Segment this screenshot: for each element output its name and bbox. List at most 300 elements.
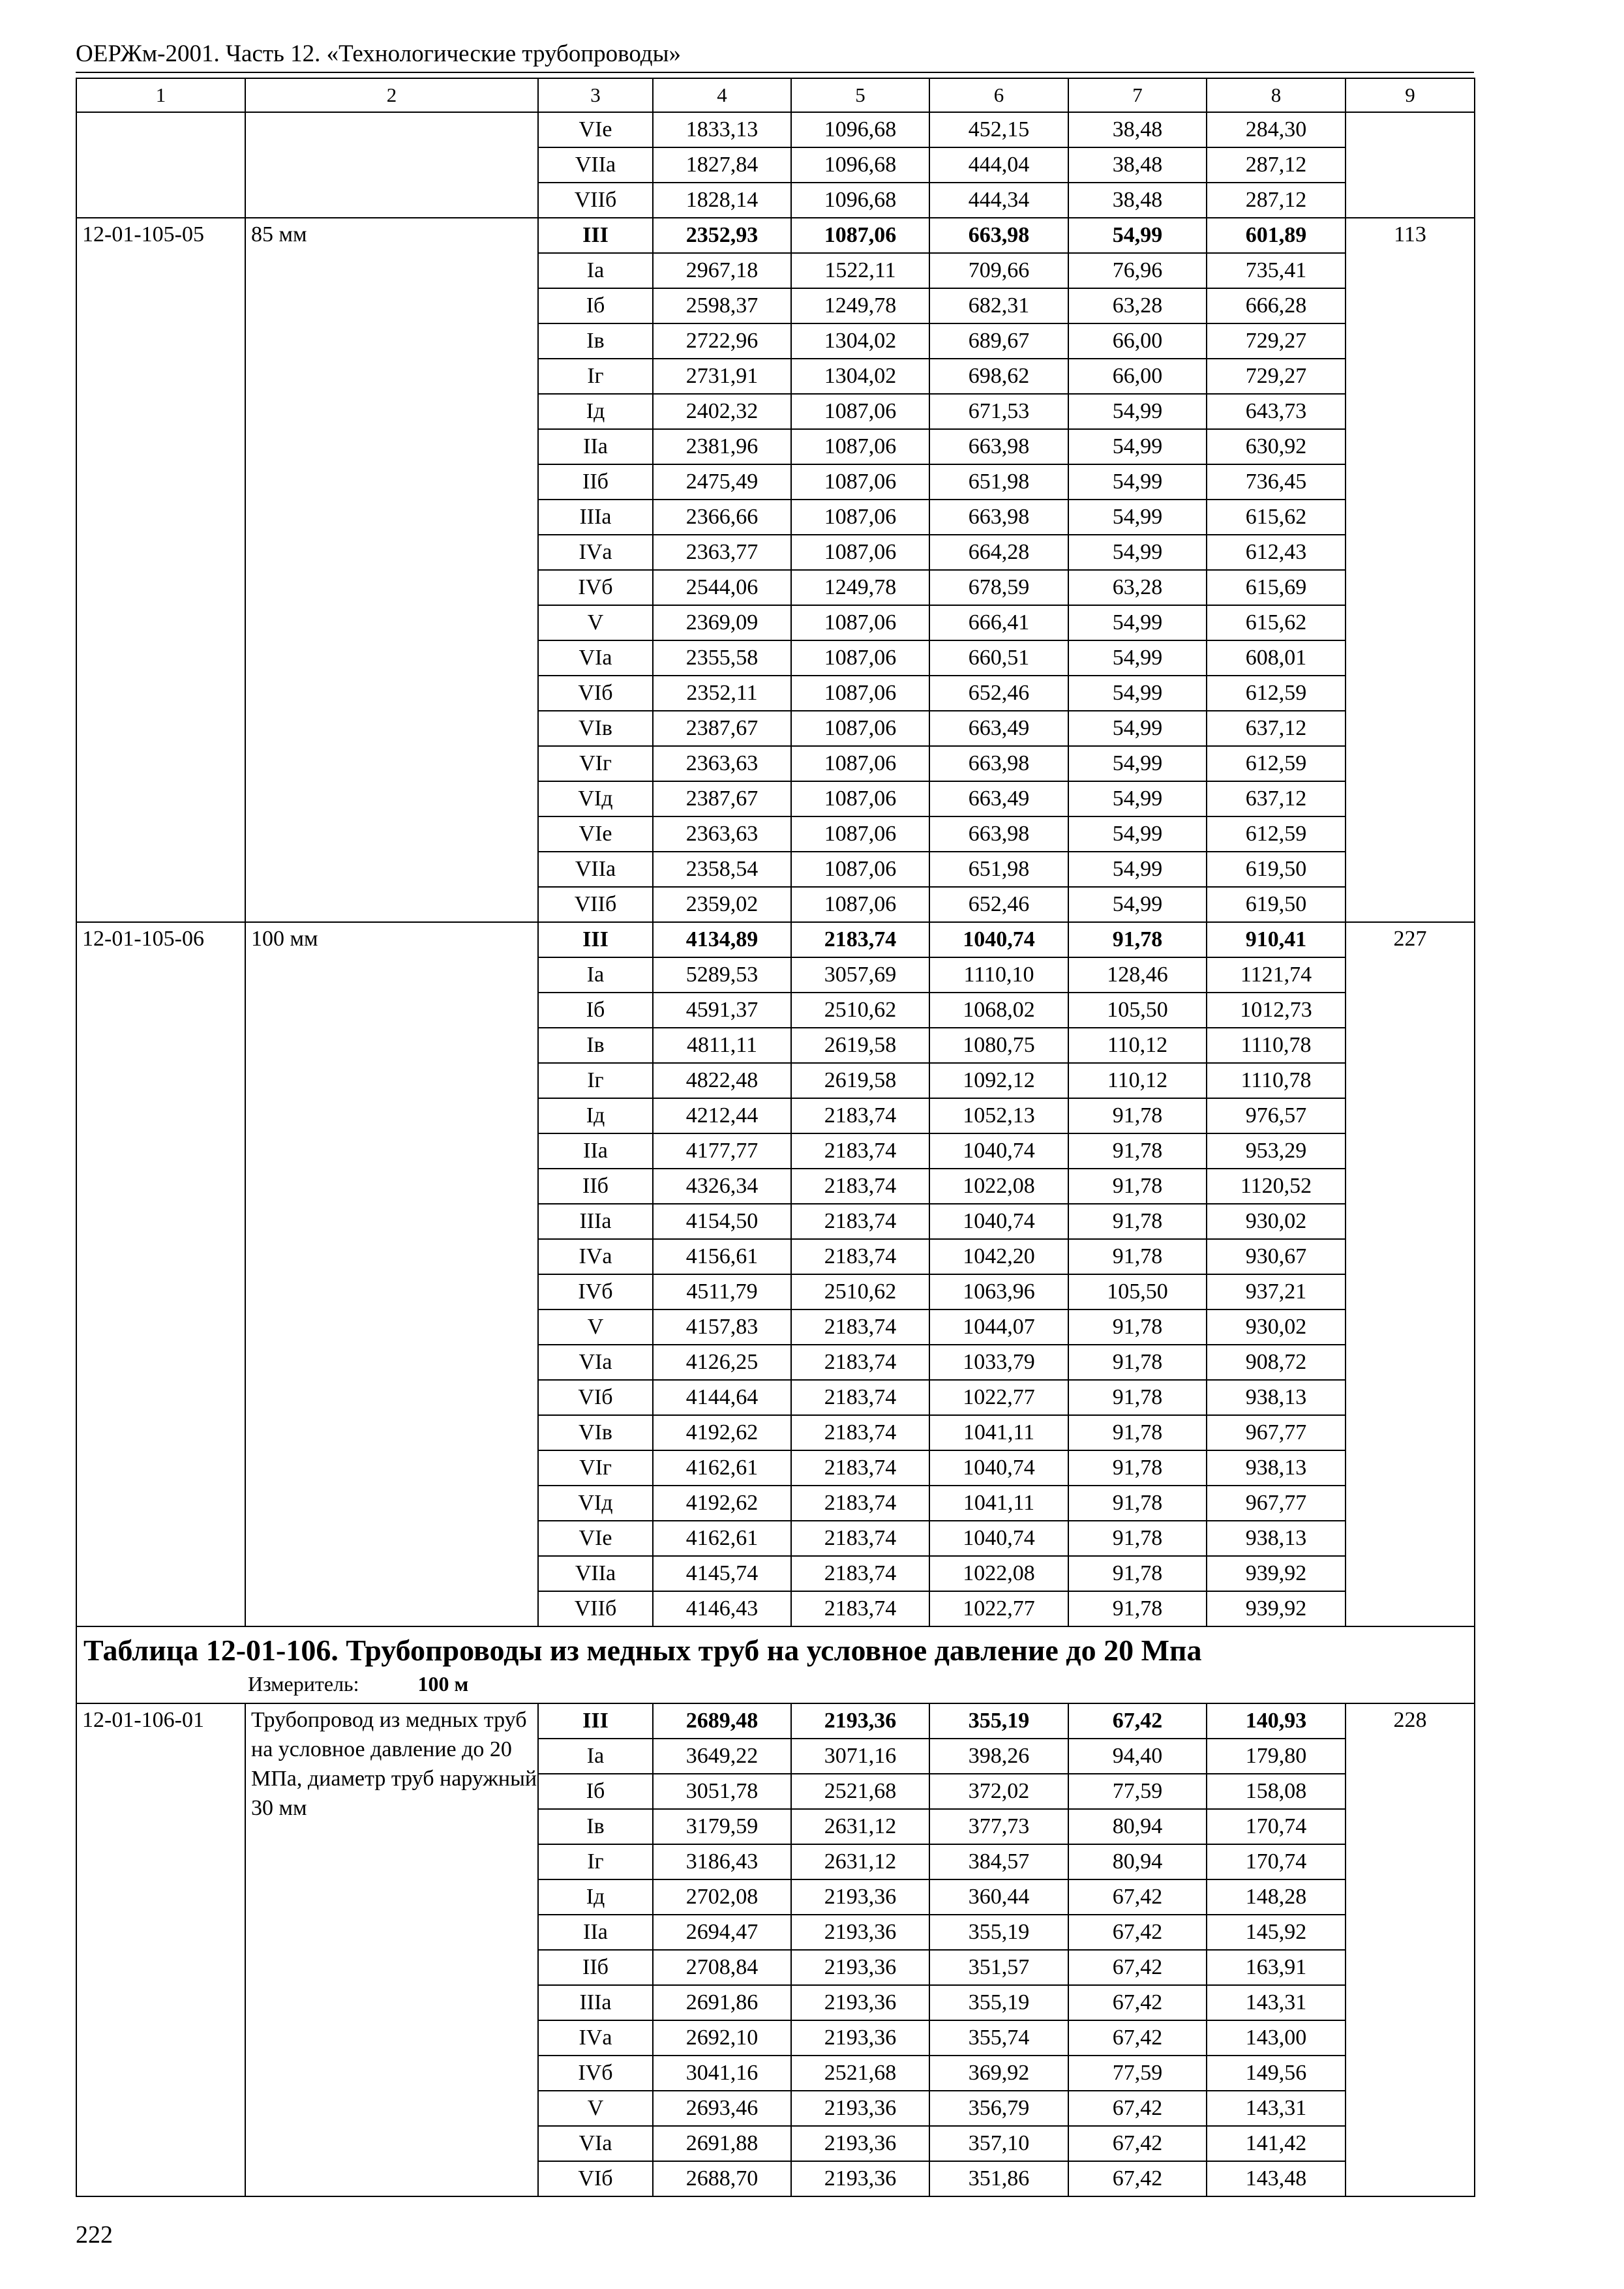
cell-machinist-wages: 110,12 <box>1068 1028 1207 1063</box>
cell-machine-costs: 1110,10 <box>929 957 1068 993</box>
cell-materials: 615,69 <box>1207 570 1346 605</box>
cell-region-code: III <box>538 1703 653 1739</box>
cell-materials: 148,28 <box>1207 1879 1346 1915</box>
cell-materials: 1120,52 <box>1207 1169 1346 1204</box>
cell-region-code: VIIб <box>538 887 653 922</box>
cell-region-code: VIг <box>538 746 653 781</box>
cell-direct-costs: 1827,84 <box>653 147 791 183</box>
cell-direct-costs: 2598,37 <box>653 288 791 323</box>
cell-region-code: VIIа <box>538 1556 653 1591</box>
cell-direct-costs: 2352,11 <box>653 676 791 711</box>
cell-labor-wages: 1304,02 <box>791 323 929 359</box>
cell-machine-costs: 664,28 <box>929 535 1068 570</box>
cell-machinist-wages: 54,99 <box>1068 746 1207 781</box>
cell-direct-costs: 4511,79 <box>653 1274 791 1309</box>
cell-labor-wages: 2183,74 <box>791 1380 929 1415</box>
cell-machinist-wages: 91,78 <box>1068 922 1207 957</box>
cell-machinist-wages: 67,42 <box>1068 2091 1207 2126</box>
cell-machinist-wages: 66,00 <box>1068 359 1207 394</box>
cell-machine-costs: 355,19 <box>929 1985 1068 2020</box>
cell-materials: 937,21 <box>1207 1274 1346 1309</box>
cell-labor-wages: 1087,06 <box>791 746 929 781</box>
cell-machine-costs: 384,57 <box>929 1844 1068 1879</box>
cell-labor-wages: 2619,58 <box>791 1063 929 1098</box>
column-number: 2 <box>245 78 538 112</box>
cell-machinist-wages: 128,46 <box>1068 957 1207 993</box>
cell-machinist-wages: 67,42 <box>1068 1879 1207 1915</box>
cell-machine-costs: 1068,02 <box>929 993 1068 1028</box>
cell-direct-costs: 4591,37 <box>653 993 791 1028</box>
cell-direct-costs: 4157,83 <box>653 1309 791 1345</box>
measure-value: 100 м <box>417 1672 469 1696</box>
cell-materials: 143,31 <box>1207 2091 1346 2126</box>
page-number: 222 <box>76 2221 113 2249</box>
cell-direct-costs: 4154,50 <box>653 1204 791 1239</box>
cell-machinist-wages: 54,99 <box>1068 218 1207 253</box>
cell-labor-wages: 2193,36 <box>791 1703 929 1739</box>
cell-machine-costs: 1041,11 <box>929 1415 1068 1450</box>
cell-materials: 643,73 <box>1207 394 1346 429</box>
column-number: 3 <box>538 78 653 112</box>
cell-materials: 1012,73 <box>1207 993 1346 1028</box>
cell-region-code: IIб <box>538 1169 653 1204</box>
cell-region-code: V <box>538 1309 653 1345</box>
cell-direct-costs: 3186,43 <box>653 1844 791 1879</box>
cell-region-code: VIв <box>538 711 653 746</box>
cell-labor-wages: 1087,06 <box>791 429 929 464</box>
cell-materials: 612,43 <box>1207 535 1346 570</box>
cell-direct-costs: 2967,18 <box>653 253 791 288</box>
cell-machine-costs: 372,02 <box>929 1774 1068 1809</box>
cell-direct-costs: 1833,13 <box>653 112 791 147</box>
cell-machine-costs: 355,74 <box>929 2020 1068 2056</box>
cell-labor-wages: 2183,74 <box>791 1204 929 1239</box>
cell-labor-wages: 1087,06 <box>791 816 929 852</box>
cell-machine-costs: 678,59 <box>929 570 1068 605</box>
cell-machinist-wages: 63,28 <box>1068 570 1207 605</box>
cell-machinist-wages: 91,78 <box>1068 1521 1207 1556</box>
cell-region-code: Iв <box>538 323 653 359</box>
cell-direct-costs: 1828,14 <box>653 183 791 218</box>
cell-direct-costs: 2694,47 <box>653 1915 791 1950</box>
cell-labor-wages: 1087,06 <box>791 394 929 429</box>
cell-materials: 619,50 <box>1207 852 1346 887</box>
cell-direct-costs: 4134,89 <box>653 922 791 957</box>
cell-region-code: VIIб <box>538 183 653 218</box>
cell-machinist-wages: 67,42 <box>1068 2126 1207 2161</box>
cell-labor-wages: 2183,74 <box>791 1098 929 1133</box>
cell-machine-costs: 1042,20 <box>929 1239 1068 1274</box>
cell-direct-costs: 4822,48 <box>653 1063 791 1098</box>
cell-materials: 170,74 <box>1207 1809 1346 1844</box>
cell-materials: 619,50 <box>1207 887 1346 922</box>
cell-direct-costs: 4146,43 <box>653 1591 791 1626</box>
cell-machinist-wages: 91,78 <box>1068 1309 1207 1345</box>
cell-labor-wages: 2521,68 <box>791 1774 929 1809</box>
cell-region-code: Iб <box>538 993 653 1028</box>
cell-direct-costs: 2363,63 <box>653 816 791 852</box>
cell-direct-costs: 2691,86 <box>653 1985 791 2020</box>
cell-region-code: Iд <box>538 394 653 429</box>
cell-materials: 930,67 <box>1207 1239 1346 1274</box>
cell-labor-wages: 2193,36 <box>791 1950 929 1985</box>
cell-machinist-wages: 54,99 <box>1068 676 1207 711</box>
cell-direct-costs: 4326,34 <box>653 1169 791 1204</box>
cell-region-code: VIе <box>538 1521 653 1556</box>
cell-materials: 612,59 <box>1207 816 1346 852</box>
cell-materials: 1121,74 <box>1207 957 1346 993</box>
cell-region-code: Iд <box>538 1879 653 1915</box>
cell-machine-costs: 357,10 <box>929 2126 1068 2161</box>
cell-machine-costs: 689,67 <box>929 323 1068 359</box>
cell-machinist-wages: 38,48 <box>1068 147 1207 183</box>
cell-machinist-wages: 91,78 <box>1068 1239 1207 1274</box>
cell-machinist-wages: 91,78 <box>1068 1133 1207 1169</box>
cell-labor-wages: 1096,68 <box>791 147 929 183</box>
column-number-row <box>76 78 1475 112</box>
cell-direct-costs: 2387,67 <box>653 781 791 816</box>
cell-machine-costs: 682,31 <box>929 288 1068 323</box>
table-row <box>76 218 1475 253</box>
section-title: Таблица 12-01-106. Трубопроводы из медных труб на условное давление до 20 Мпа <box>83 1634 1202 1667</box>
cell-direct-costs: 4162,61 <box>653 1521 791 1556</box>
cell-labor-wages: 2183,74 <box>791 1345 929 1380</box>
cell-machinist-wages: 54,99 <box>1068 429 1207 464</box>
cell-machine-costs: 1041,11 <box>929 1486 1068 1521</box>
cell-region-code: IIIа <box>538 1985 653 2020</box>
cell-labor-wages: 2183,74 <box>791 1169 929 1204</box>
cell-direct-costs: 4192,62 <box>653 1415 791 1450</box>
cell-materials: 976,57 <box>1207 1098 1346 1133</box>
cell-region-code: III <box>538 218 653 253</box>
column-number: 7 <box>1068 78 1207 112</box>
cell-direct-costs: 3051,78 <box>653 1774 791 1809</box>
cell-direct-costs: 2708,84 <box>653 1950 791 1985</box>
cell-region-code: VIIб <box>538 1591 653 1626</box>
cell-materials: 938,13 <box>1207 1450 1346 1486</box>
cell-machinist-wages: 54,99 <box>1068 852 1207 887</box>
cell-machinist-wages: 54,99 <box>1068 781 1207 816</box>
table-row <box>76 1703 1475 1739</box>
cell-machine-costs: 1040,74 <box>929 1521 1068 1556</box>
cell-direct-costs: 2387,67 <box>653 711 791 746</box>
cell-name: Трубопровод из медных труб на условное давление до 20 МПа, диаметр труб наружный 30 мм <box>245 1703 538 2196</box>
cell-materials: 608,01 <box>1207 640 1346 676</box>
cell-col9: 227 <box>1346 922 1475 1626</box>
cell-machine-costs: 1022,08 <box>929 1556 1068 1591</box>
cell-machinist-wages: 67,42 <box>1068 1950 1207 1985</box>
cell-name: 100 мм <box>245 922 538 1626</box>
cell-region-code: VIб <box>538 1380 653 1415</box>
cell-materials: 630,92 <box>1207 429 1346 464</box>
cell-materials: 284,30 <box>1207 112 1346 147</box>
cell-labor-wages: 1087,06 <box>791 676 929 711</box>
cell-materials: 1110,78 <box>1207 1063 1346 1098</box>
cell-region-code: Iа <box>538 957 653 993</box>
cell-direct-costs: 2475,49 <box>653 464 791 500</box>
cell-machine-costs: 652,46 <box>929 676 1068 711</box>
column-number: 8 <box>1207 78 1346 112</box>
cell-col9: 113 <box>1346 218 1475 922</box>
cell-direct-costs: 3649,22 <box>653 1739 791 1774</box>
cell-region-code: IIб <box>538 1950 653 1985</box>
cell-direct-costs: 3179,59 <box>653 1809 791 1844</box>
cell-direct-costs: 2366,66 <box>653 500 791 535</box>
cell-machine-costs: 369,92 <box>929 2056 1068 2091</box>
section-heading-row <box>76 1626 1475 1703</box>
cell-labor-wages: 1087,06 <box>791 500 929 535</box>
cell-materials: 666,28 <box>1207 288 1346 323</box>
cell-materials: 637,12 <box>1207 711 1346 746</box>
cell-materials: 910,41 <box>1207 922 1346 957</box>
cell-machine-costs: 444,04 <box>929 147 1068 183</box>
column-number: 9 <box>1346 78 1475 112</box>
cell-machine-costs: 1022,77 <box>929 1591 1068 1626</box>
cell-machinist-wages: 77,59 <box>1068 1774 1207 1809</box>
cell-region-code: Iв <box>538 1028 653 1063</box>
cell-machinist-wages: 76,96 <box>1068 253 1207 288</box>
cell-materials: 163,91 <box>1207 1950 1346 1985</box>
cell-materials: 938,13 <box>1207 1380 1346 1415</box>
column-number: 4 <box>653 78 791 112</box>
cell-direct-costs: 5289,53 <box>653 957 791 993</box>
cell-materials: 143,00 <box>1207 2020 1346 2056</box>
cell-region-code: IIа <box>538 429 653 464</box>
cell-direct-costs: 2352,93 <box>653 218 791 253</box>
cell-machinist-wages: 91,78 <box>1068 1556 1207 1591</box>
cell-direct-costs: 4126,25 <box>653 1345 791 1380</box>
cell-machinist-wages: 91,78 <box>1068 1169 1207 1204</box>
cell-region-code: IVб <box>538 570 653 605</box>
cell-region-code: III <box>538 922 653 957</box>
cell-machine-costs: 1052,13 <box>929 1098 1068 1133</box>
cell-machinist-wages: 91,78 <box>1068 1486 1207 1521</box>
cell-labor-wages: 2193,36 <box>791 2161 929 2196</box>
cell-region-code: VIд <box>538 781 653 816</box>
cell-labor-wages: 2631,12 <box>791 1809 929 1844</box>
cell-labor-wages: 3071,16 <box>791 1739 929 1774</box>
cell-region-code: IIIа <box>538 1204 653 1239</box>
cell-region-code: IVа <box>538 2020 653 2056</box>
cell-direct-costs: 2369,09 <box>653 605 791 640</box>
cell-region-code: VIд <box>538 1486 653 1521</box>
cell-labor-wages: 1087,06 <box>791 535 929 570</box>
column-number: 5 <box>791 78 929 112</box>
cell-machinist-wages: 77,59 <box>1068 2056 1207 2091</box>
cell-machine-costs: 663,98 <box>929 218 1068 253</box>
cell-direct-costs: 4192,62 <box>653 1486 791 1521</box>
cell-machine-costs: 1063,96 <box>929 1274 1068 1309</box>
cell-machine-costs: 651,98 <box>929 852 1068 887</box>
cell-labor-wages: 2193,36 <box>791 1985 929 2020</box>
cell-machinist-wages: 54,99 <box>1068 500 1207 535</box>
cell-direct-costs: 4212,44 <box>653 1098 791 1133</box>
cell-materials: 143,31 <box>1207 1985 1346 2020</box>
cell-materials: 930,02 <box>1207 1204 1346 1239</box>
cell-direct-costs: 4177,77 <box>653 1133 791 1169</box>
cell-region-code: IIа <box>538 1915 653 1950</box>
cell-machine-costs: 356,79 <box>929 2091 1068 2126</box>
cell-machine-costs: 660,51 <box>929 640 1068 676</box>
cell-labor-wages: 2193,36 <box>791 1915 929 1950</box>
cell-labor-wages: 2193,36 <box>791 2020 929 2056</box>
cell-machine-costs: 1022,77 <box>929 1380 1068 1415</box>
cell-labor-wages: 2193,36 <box>791 2126 929 2161</box>
cell-materials: 615,62 <box>1207 500 1346 535</box>
cell-materials: 908,72 <box>1207 1345 1346 1380</box>
cell-machinist-wages: 54,99 <box>1068 605 1207 640</box>
cell-machinist-wages: 54,99 <box>1068 394 1207 429</box>
cell-labor-wages: 1522,11 <box>791 253 929 288</box>
cell-machinist-wages: 94,40 <box>1068 1739 1207 1774</box>
cell-machinist-wages: 110,12 <box>1068 1063 1207 1098</box>
cell-materials: 939,92 <box>1207 1591 1346 1626</box>
cell-machine-costs: 698,62 <box>929 359 1068 394</box>
cell-machinist-wages: 105,50 <box>1068 993 1207 1028</box>
cell-region-code: VIв <box>538 1415 653 1450</box>
cell-direct-costs: 2363,63 <box>653 746 791 781</box>
cell-machine-costs: 377,73 <box>929 1809 1068 1844</box>
cell-machinist-wages: 91,78 <box>1068 1204 1207 1239</box>
cell-labor-wages: 1087,06 <box>791 887 929 922</box>
cell-machinist-wages: 91,78 <box>1068 1098 1207 1133</box>
cell-machinist-wages: 105,50 <box>1068 1274 1207 1309</box>
cell-machine-costs: 663,98 <box>929 816 1068 852</box>
cell-machine-costs: 651,98 <box>929 464 1068 500</box>
cell-labor-wages: 1304,02 <box>791 359 929 394</box>
cell-machinist-wages: 54,99 <box>1068 887 1207 922</box>
cell-region-code: IIIа <box>538 500 653 535</box>
cell-labor-wages: 2193,36 <box>791 1879 929 1915</box>
cell-machinist-wages: 54,99 <box>1068 464 1207 500</box>
cell-machine-costs: 663,49 <box>929 781 1068 816</box>
cell-machinist-wages: 91,78 <box>1068 1450 1207 1486</box>
cell-region-code: IVб <box>538 1274 653 1309</box>
cell-machine-costs: 671,53 <box>929 394 1068 429</box>
cell-labor-wages: 2183,74 <box>791 1133 929 1169</box>
cell-name <box>245 112 538 218</box>
cell-direct-costs: 2359,02 <box>653 887 791 922</box>
cell-region-code: Iа <box>538 1739 653 1774</box>
cell-materials: 615,62 <box>1207 605 1346 640</box>
cell-region-code: Iб <box>538 288 653 323</box>
cell-region-code: Iв <box>538 1809 653 1844</box>
cell-labor-wages: 2183,74 <box>791 1309 929 1345</box>
cell-materials: 141,42 <box>1207 2126 1346 2161</box>
table-row <box>76 922 1475 957</box>
cell-code: 12-01-106-01 <box>76 1703 245 2196</box>
cell-region-code: IVб <box>538 2056 653 2091</box>
cell-machine-costs: 355,19 <box>929 1703 1068 1739</box>
cell-labor-wages: 2183,74 <box>791 1239 929 1274</box>
measure-label: Измеритель: <box>248 1672 359 1696</box>
cell-direct-costs: 2363,77 <box>653 535 791 570</box>
cell-region-code: Iг <box>538 1844 653 1879</box>
cell-labor-wages: 2183,74 <box>791 922 929 957</box>
cell-machine-costs: 663,49 <box>929 711 1068 746</box>
cell-direct-costs: 2355,58 <box>653 640 791 676</box>
cell-materials: 612,59 <box>1207 746 1346 781</box>
cell-materials: 953,29 <box>1207 1133 1346 1169</box>
cell-machine-costs: 663,98 <box>929 746 1068 781</box>
cell-labor-wages: 1249,78 <box>791 570 929 605</box>
cell-machinist-wages: 67,42 <box>1068 1703 1207 1739</box>
cell-direct-costs: 2689,48 <box>653 1703 791 1739</box>
rates-table <box>76 78 1475 2197</box>
cell-materials: 287,12 <box>1207 147 1346 183</box>
cell-machinist-wages: 38,48 <box>1068 183 1207 218</box>
cell-machine-costs: 452,15 <box>929 112 1068 147</box>
cell-direct-costs: 2358,54 <box>653 852 791 887</box>
column-number: 6 <box>929 78 1068 112</box>
section-heading <box>76 1626 1475 1703</box>
cell-region-code: IVа <box>538 535 653 570</box>
cell-col9: 228 <box>1346 1703 1475 2196</box>
cell-machine-costs: 351,86 <box>929 2161 1068 2196</box>
cell-region-code: IIб <box>538 464 653 500</box>
cell-region-code: Iд <box>538 1098 653 1133</box>
cell-labor-wages: 1087,06 <box>791 605 929 640</box>
cell-materials: 601,89 <box>1207 218 1346 253</box>
cell-machinist-wages: 54,99 <box>1068 640 1207 676</box>
cell-region-code: Iб <box>538 1774 653 1809</box>
cell-machinist-wages: 54,99 <box>1068 816 1207 852</box>
cell-machine-costs: 1044,07 <box>929 1309 1068 1345</box>
cell-labor-wages: 2619,58 <box>791 1028 929 1063</box>
cell-region-code: VIа <box>538 640 653 676</box>
cell-materials: 158,08 <box>1207 1774 1346 1809</box>
cell-region-code: IVа <box>538 1239 653 1274</box>
cell-region-code: IIа <box>538 1133 653 1169</box>
cell-direct-costs: 2381,96 <box>653 429 791 464</box>
cell-machine-costs: 1080,75 <box>929 1028 1068 1063</box>
cell-machine-costs: 360,44 <box>929 1879 1068 1915</box>
cell-materials: 938,13 <box>1207 1521 1346 1556</box>
cell-direct-costs: 2692,10 <box>653 2020 791 2056</box>
cell-materials: 967,77 <box>1207 1486 1346 1521</box>
cell-labor-wages: 1087,06 <box>791 218 929 253</box>
header-rule <box>76 72 1474 73</box>
cell-materials: 637,12 <box>1207 781 1346 816</box>
cell-machine-costs: 1092,12 <box>929 1063 1068 1098</box>
cell-labor-wages: 2183,74 <box>791 1591 929 1626</box>
cell-machinist-wages: 54,99 <box>1068 711 1207 746</box>
cell-direct-costs: 2544,06 <box>653 570 791 605</box>
cell-region-code: Iг <box>538 1063 653 1098</box>
cell-machinist-wages: 38,48 <box>1068 112 1207 147</box>
cell-machine-costs: 652,46 <box>929 887 1068 922</box>
cell-region-code: VIIа <box>538 147 653 183</box>
cell-labor-wages: 2183,74 <box>791 1415 929 1450</box>
cell-machine-costs: 663,98 <box>929 500 1068 535</box>
cell-machinist-wages: 91,78 <box>1068 1591 1207 1626</box>
cell-machinist-wages: 67,42 <box>1068 2161 1207 2196</box>
document-header: ОЕРЖм-2001. Часть 12. «Технологические трубопроводы» <box>76 40 681 67</box>
cell-materials: 729,27 <box>1207 323 1346 359</box>
cell-labor-wages: 1087,06 <box>791 711 929 746</box>
cell-direct-costs: 2722,96 <box>653 323 791 359</box>
cell-machine-costs: 355,19 <box>929 1915 1068 1950</box>
cell-materials: 736,45 <box>1207 464 1346 500</box>
cell-materials: 967,77 <box>1207 1415 1346 1450</box>
cell-name: 85 мм <box>245 218 538 922</box>
cell-region-code: VIб <box>538 676 653 711</box>
cell-materials: 149,56 <box>1207 2056 1346 2091</box>
cell-region-code: Iг <box>538 359 653 394</box>
cell-labor-wages: 2183,74 <box>791 1521 929 1556</box>
cell-machinist-wages: 91,78 <box>1068 1345 1207 1380</box>
cell-machinist-wages: 66,00 <box>1068 323 1207 359</box>
